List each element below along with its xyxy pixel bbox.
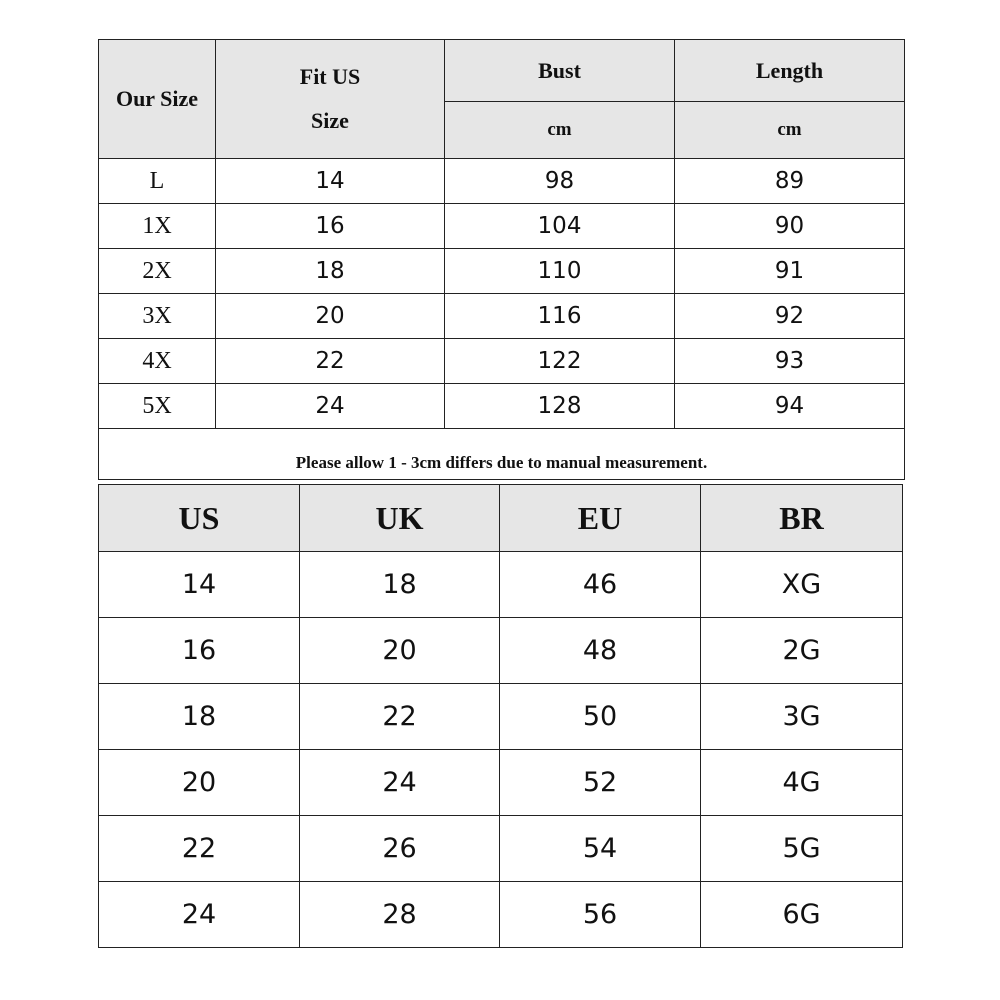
cell-eu: 54 xyxy=(500,816,701,882)
cell-length: 92 xyxy=(675,294,905,339)
table-row xyxy=(99,552,903,618)
cell-us: 20 xyxy=(99,750,300,816)
table-row xyxy=(99,339,905,384)
cell-bust: 98 xyxy=(445,159,675,204)
cell-length: 91 xyxy=(675,249,905,294)
cell-length: 93 xyxy=(675,339,905,384)
cell-br: 2G xyxy=(701,618,903,684)
cell-our-size: 5X xyxy=(99,384,216,429)
cell-fit-us: 20 xyxy=(216,294,445,339)
cell-our-size: L xyxy=(99,159,216,204)
cell-length: 94 xyxy=(675,384,905,429)
header-fit-us-line1: Fit US xyxy=(299,64,361,89)
measurement-note: Please allow 1 - 3cm differs due to manual measurement. xyxy=(99,429,905,480)
cell-us: 24 xyxy=(99,882,300,948)
cell-uk: 24 xyxy=(300,750,500,816)
cell-bust: 128 xyxy=(445,384,675,429)
table-row xyxy=(99,249,905,294)
header-fit-us-line2: Size xyxy=(311,108,349,133)
cell-br: 3G xyxy=(701,684,903,750)
table-row xyxy=(99,816,903,882)
table-row xyxy=(99,204,905,249)
header-uk: UK xyxy=(300,485,500,552)
header-br: BR xyxy=(701,485,903,552)
header-us: US xyxy=(99,485,300,552)
header-our-size: Our Size xyxy=(99,40,216,159)
cell-eu: 52 xyxy=(500,750,701,816)
header-length-unit: cm xyxy=(675,102,905,159)
cell-us: 22 xyxy=(99,816,300,882)
cell-fit-us: 18 xyxy=(216,249,445,294)
cell-br: XG xyxy=(701,552,903,618)
table-row xyxy=(99,294,905,339)
cell-length: 90 xyxy=(675,204,905,249)
cell-us: 18 xyxy=(99,684,300,750)
size-conversion-table xyxy=(98,484,903,948)
cell-our-size: 3X xyxy=(99,294,216,339)
cell-bust: 116 xyxy=(445,294,675,339)
table-row xyxy=(99,159,905,204)
table-row xyxy=(99,750,903,816)
cell-uk: 22 xyxy=(300,684,500,750)
cell-eu: 46 xyxy=(500,552,701,618)
header-eu: EU xyxy=(500,485,701,552)
cell-fit-us: 22 xyxy=(216,339,445,384)
cell-length: 89 xyxy=(675,159,905,204)
table-row xyxy=(99,684,903,750)
header-bust: Bust xyxy=(445,40,675,102)
cell-br: 5G xyxy=(701,816,903,882)
cell-uk: 20 xyxy=(300,618,500,684)
cell-bust: 104 xyxy=(445,204,675,249)
cell-fit-us: 16 xyxy=(216,204,445,249)
cell-bust: 110 xyxy=(445,249,675,294)
cell-us: 14 xyxy=(99,552,300,618)
header-bust-unit: cm xyxy=(445,102,675,159)
cell-uk: 28 xyxy=(300,882,500,948)
cell-eu: 56 xyxy=(500,882,701,948)
cell-fit-us: 24 xyxy=(216,384,445,429)
header-length: Length xyxy=(675,40,905,102)
cell-uk: 18 xyxy=(300,552,500,618)
cell-our-size: 2X xyxy=(99,249,216,294)
cell-fit-us: 14 xyxy=(216,159,445,204)
table-row xyxy=(99,882,903,948)
cell-uk: 26 xyxy=(300,816,500,882)
cell-bust: 122 xyxy=(445,339,675,384)
table-row xyxy=(99,618,903,684)
table-row xyxy=(99,384,905,429)
header-fit-us-size xyxy=(216,40,445,159)
size-measurement-table xyxy=(98,39,905,480)
cell-eu: 48 xyxy=(500,618,701,684)
cell-us: 16 xyxy=(99,618,300,684)
cell-br: 4G xyxy=(701,750,903,816)
cell-eu: 50 xyxy=(500,684,701,750)
cell-our-size: 1X xyxy=(99,204,216,249)
cell-our-size: 4X xyxy=(99,339,216,384)
cell-br: 6G xyxy=(701,882,903,948)
